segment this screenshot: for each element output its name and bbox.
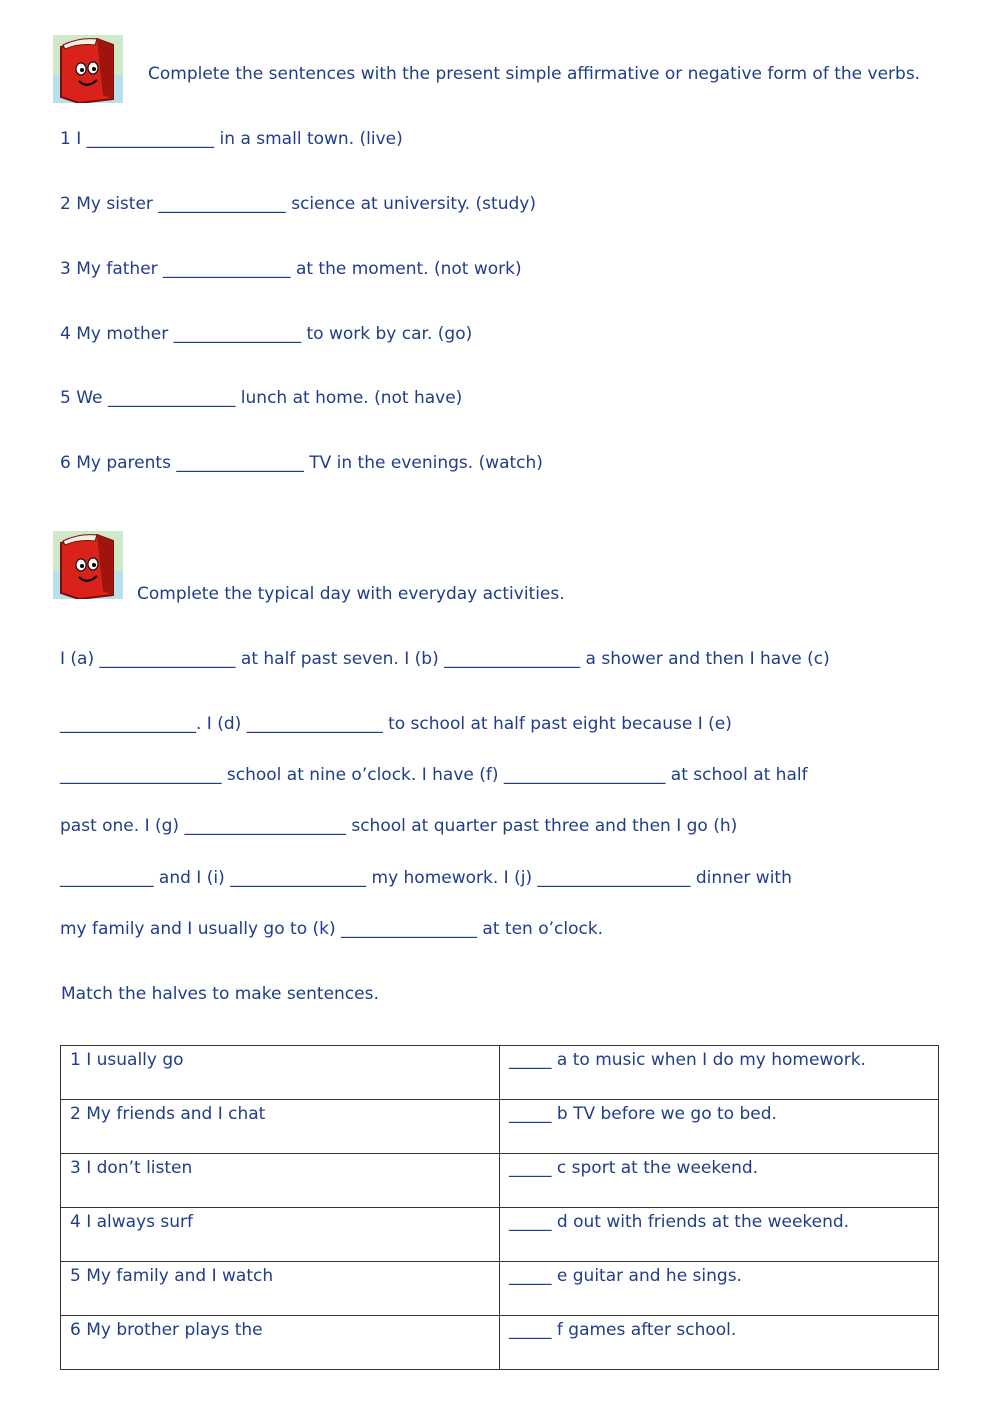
exercise1-item: 3 My father _______________ at the moment. (not work): [60, 259, 522, 279]
exercise2-line: past one. I (g) ___________________ school at quarter past three and then I go (h): [60, 816, 738, 836]
exercise2-line: ________________. I (d) ________________ to school at half past eight because I (e): [60, 714, 732, 734]
sentence-start: 3 I don’t listen: [61, 1154, 500, 1208]
exercise2-line: I (a) ________________ at half past seven. I (b) ________________ a shower and then I have (c): [60, 649, 830, 669]
sentence-start: 4 I always surf: [61, 1208, 500, 1262]
sentence-start: 1 I usually go: [61, 1046, 500, 1100]
sentence-end: _____ d out with friends at the weekend.: [500, 1208, 939, 1262]
exercise2-line: my family and I usually go to (k) ________________ at ten o’clock.: [60, 919, 604, 939]
matching-table: [60, 1045, 939, 1370]
sentence-end: _____ c sport at the weekend.: [500, 1154, 939, 1208]
exercise1-item: 2 My sister _______________ science at university. (study): [60, 194, 536, 214]
table-row: [61, 1154, 939, 1208]
exercise3-instruction: Match the halves to make sentences.: [61, 984, 379, 1004]
book-icon: [53, 531, 123, 599]
exercise1-item: 6 My parents _______________ TV in the evenings. (watch): [60, 453, 543, 473]
book-icon: [53, 35, 123, 103]
exercise2-line: ___________ and I (i) ________________ my homework. I (j) __________________ dinner with: [60, 868, 792, 888]
sentence-end: _____ b TV before we go to bed.: [500, 1100, 939, 1154]
sentence-end: _____ f games after school.: [500, 1316, 939, 1370]
exercise1-item: 1 I _______________ in a small town. (live): [60, 129, 403, 149]
exercise1-instruction: Complete the sentences with the present simple affirmative or negative form of the verbs.: [148, 64, 921, 84]
sentence-end: _____ a to music when I do my homework.: [500, 1046, 939, 1100]
exercise2-line: ___________________ school at nine o’clock. I have (f) ___________________ at school at half: [60, 765, 808, 785]
table-row: [61, 1100, 939, 1154]
sentence-start: 5 My family and I watch: [61, 1262, 500, 1316]
sentence-start: 6 My brother plays the: [61, 1316, 500, 1370]
table-row: [61, 1316, 939, 1370]
table-row: [61, 1208, 939, 1262]
exercise1-item: 5 We _______________ lunch at home. (not have): [60, 388, 463, 408]
table-row: [61, 1046, 939, 1100]
sentence-end: _____ e guitar and he sings.: [500, 1262, 939, 1316]
exercise2-instruction: Complete the typical day with everyday activities.: [137, 584, 565, 604]
exercise1-item: 4 My mother _______________ to work by car. (go): [60, 324, 473, 344]
table-row: [61, 1262, 939, 1316]
sentence-start: 2 My friends and I chat: [61, 1100, 500, 1154]
